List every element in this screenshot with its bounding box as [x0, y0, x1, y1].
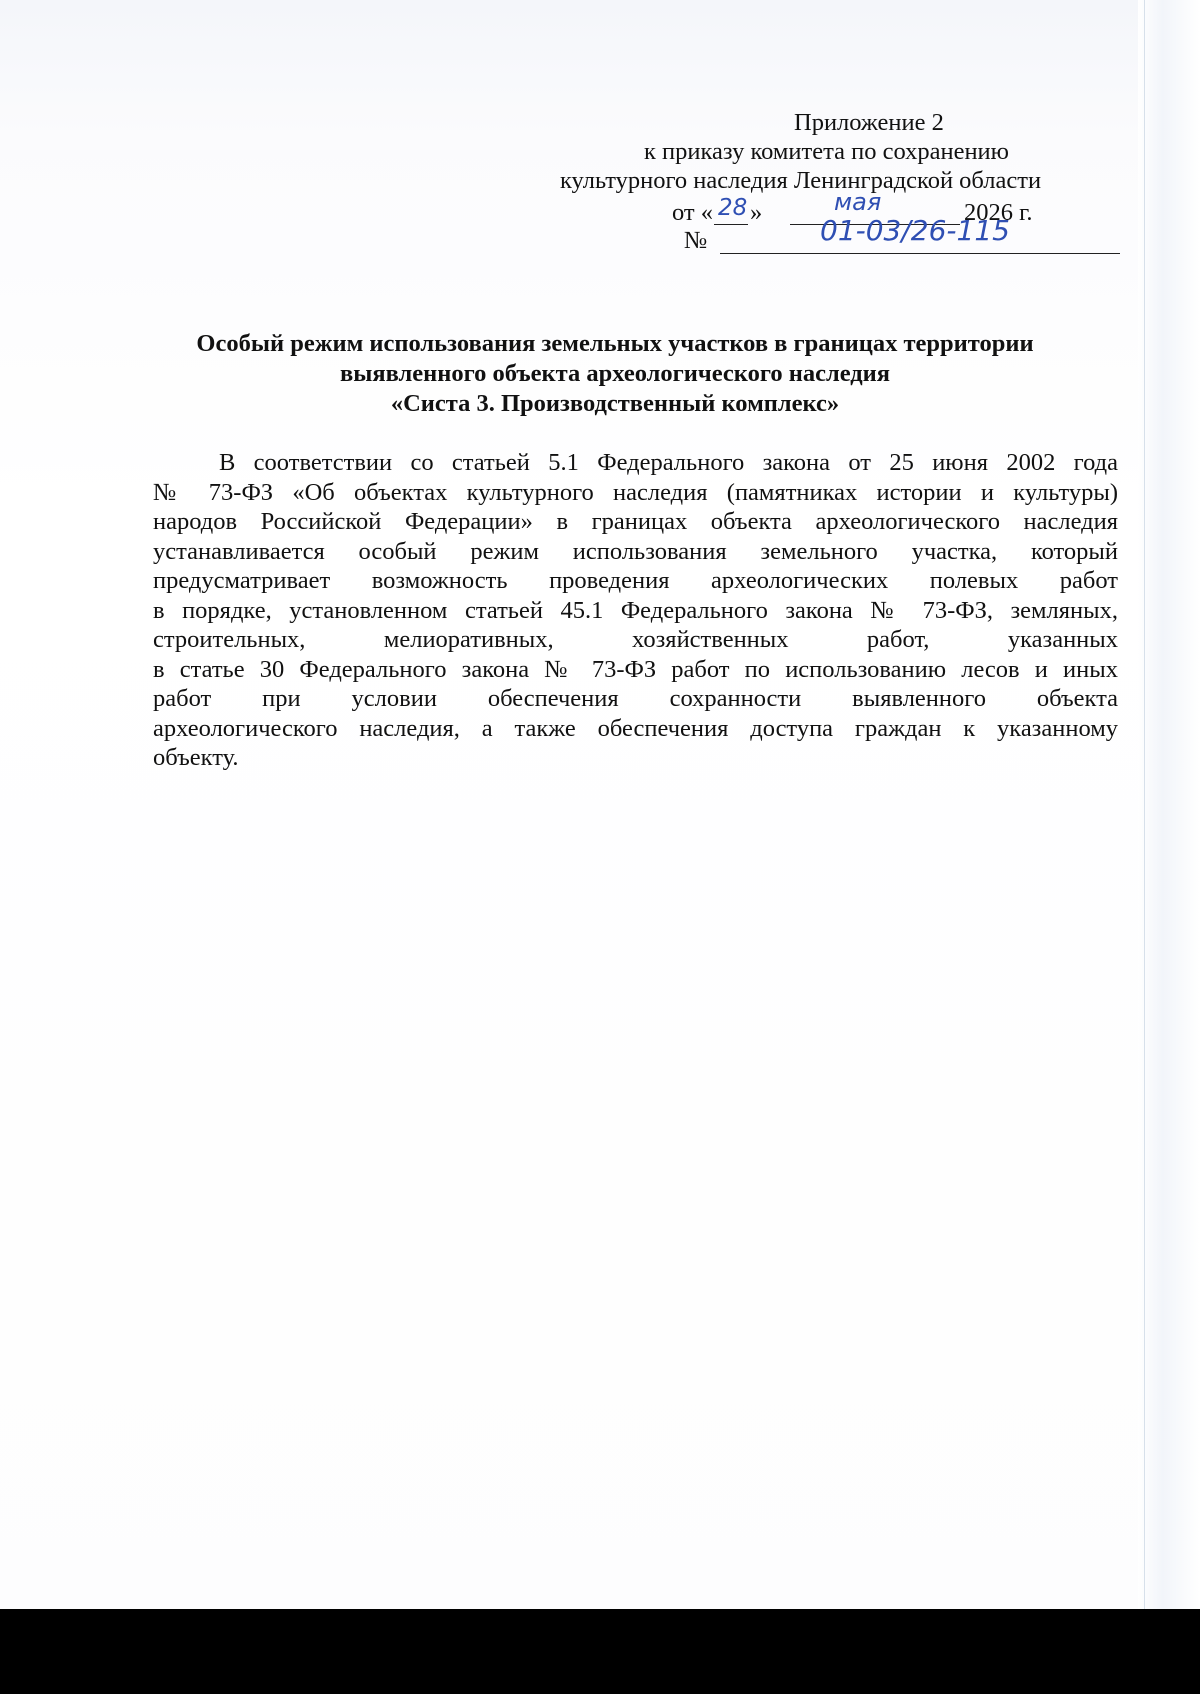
paragraph-line: в статье 30 Федерального закона № 73-ФЗ работ по использованию лесов и иных — [153, 655, 1118, 683]
title-line-2: выявленного объекта археологического наследия — [339, 360, 891, 387]
number-prefix: № — [684, 227, 708, 254]
date-day-handwritten: 28 — [718, 195, 748, 221]
paragraph-line: строительных, мелиоративных, хозяйственных работ, указанных — [153, 626, 1118, 653]
date-prefix: от « — [672, 199, 714, 226]
day-underline — [714, 224, 748, 225]
date-mid: » — [750, 199, 763, 226]
body-paragraph — [153, 448, 1118, 773]
paragraph-line: предусматривает возможность проведения археологических полевых работ — [153, 567, 1118, 594]
scan-edge-shadow — [1138, 0, 1200, 1610]
title-line-3: «Систа 3. Производственный комплекс» — [390, 390, 840, 417]
scan-bottom-border — [0, 1609, 1200, 1694]
paragraph-line: объекту. — [153, 744, 239, 771]
number-handwritten: 01-03/26-115 — [820, 214, 1010, 247]
committee-name: культурного наследия Ленинградской области — [560, 167, 1042, 194]
document-title — [110, 329, 1120, 419]
appendix-label: Приложение 2 — [794, 109, 944, 136]
order-reference: к приказу комитета по сохранению — [644, 138, 1009, 165]
order-number — [684, 214, 1120, 258]
paragraph-line: В соответствии со статьей 5.1 Федерального закона от 25 июня 2002 года — [219, 449, 1118, 476]
paragraph-line: народов Российской Федерации» в границах объекта археологического наследия — [153, 508, 1118, 535]
number-underline — [720, 253, 1120, 254]
paragraph-line: № 73-ФЗ «Об объектах культурного наследия (памятниках истории и культуры) — [153, 478, 1118, 506]
date-year: 2026 г. — [964, 199, 1033, 226]
paragraph-line: устанавливается особый режим использования земельного участка, который — [153, 537, 1118, 565]
date-month-handwritten: мая — [834, 188, 882, 216]
paragraph-line: археологического наследия, а также обеспечения доступа граждан к указанному — [153, 714, 1118, 742]
scan-edge-line — [1144, 0, 1145, 1610]
paragraph-line: в порядке, установленном статьей 45.1 Федерального закона № 73-ФЗ, земляных, — [153, 596, 1118, 624]
paragraph-line: работ при условии обеспечения сохранности выявленного объекта — [153, 685, 1118, 712]
title-line-1: Особый режим использования земельных участков в границах территории — [196, 330, 1034, 357]
